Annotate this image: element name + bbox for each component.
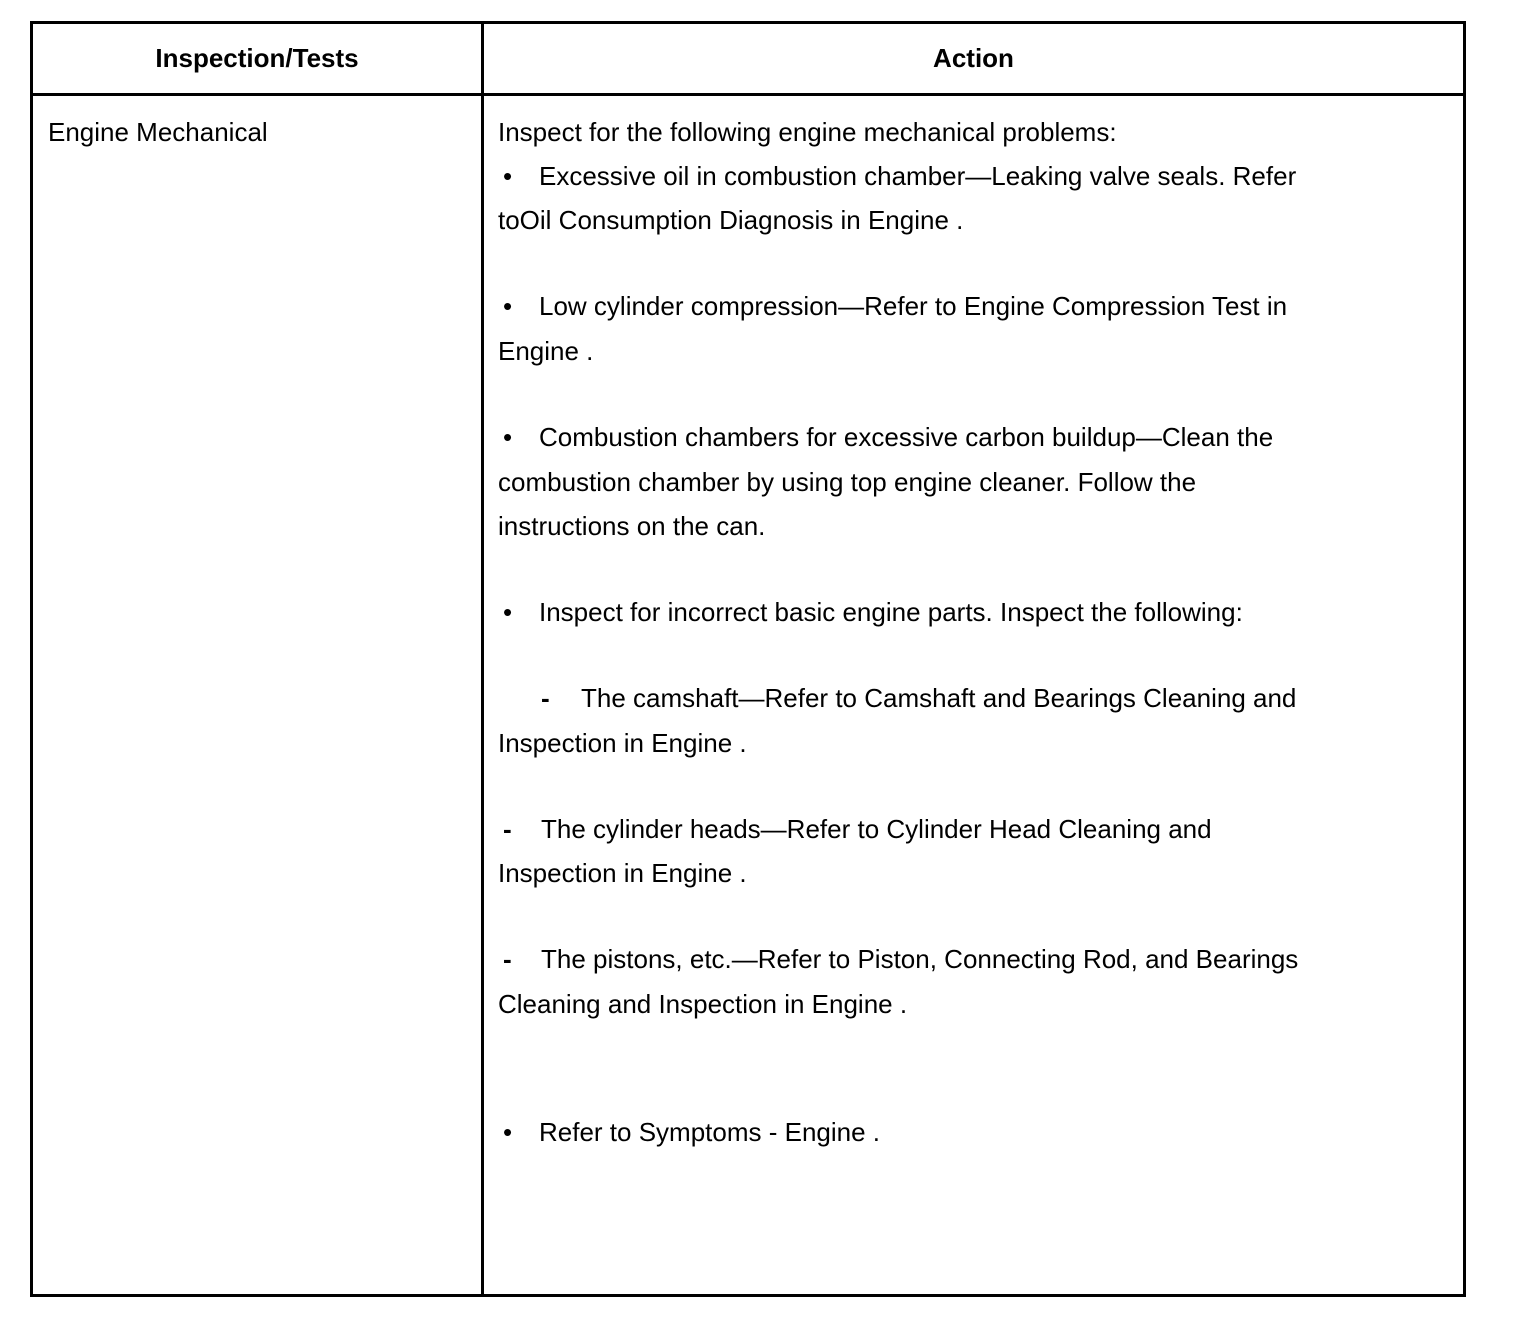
header-divider: [33, 93, 1463, 96]
bullet-marker: •: [503, 161, 513, 191]
bullet-marker: •: [503, 1117, 513, 1147]
header-action: Action: [933, 43, 1014, 73]
bullet-marker: •: [503, 422, 513, 452]
action-subitem-2-line-0: The pistons, etc.—Refer to Piston, Connecting Rod, and Bearings: [541, 944, 1299, 974]
action-subitem-1-line-1: Inspection in Engine .: [498, 858, 747, 888]
action-item-3-line-0: Inspect for incorrect basic engine parts. Inspect the following:: [539, 597, 1243, 627]
action-subitem-2-line-1: Cleaning and Inspection in Engine .: [498, 989, 908, 1019]
dash-marker: -: [541, 683, 550, 713]
bullet-marker: •: [503, 291, 513, 321]
inspection-table: [30, 21, 1466, 1297]
action-item-1-line-0: Low cylinder compression—Refer to Engine Compression Test in: [539, 291, 1288, 321]
column-divider: [481, 24, 484, 1294]
header-inspection-tests: Inspection/Tests: [155, 43, 359, 73]
dash-marker: -: [503, 944, 512, 974]
action-final-item: Refer to Symptoms - Engine .: [539, 1117, 881, 1147]
action-intro: Inspect for the following engine mechanical problems:: [498, 117, 1117, 147]
bullet-marker: •: [503, 597, 513, 627]
action-item-2-line-0: Combustion chambers for excessive carbon buildup—Clean the: [539, 422, 1274, 452]
action-item-0-line-1: toOil Consumption Diagnosis in Engine .: [498, 205, 964, 235]
action-subitem-0-line-0: The camshaft—Refer to Camshaft and Bearings Cleaning and: [581, 683, 1297, 713]
inspection-cell: Engine Mechanical: [48, 117, 268, 147]
action-item-0-line-0: Excessive oil in combustion chamber—Leaking valve seals. Refer: [539, 161, 1297, 191]
action-item-1-line-1: Engine .: [498, 336, 594, 366]
dash-marker: -: [503, 814, 512, 844]
action-subitem-0-line-1: Inspection in Engine .: [498, 728, 747, 758]
action-item-2-line-1: combustion chamber by using top engine cleaner. Follow the: [498, 467, 1197, 497]
action-item-2-line-2: instructions on the can.: [498, 511, 766, 541]
action-subitem-1-line-0: The cylinder heads—Refer to Cylinder Head Cleaning and: [541, 814, 1212, 844]
